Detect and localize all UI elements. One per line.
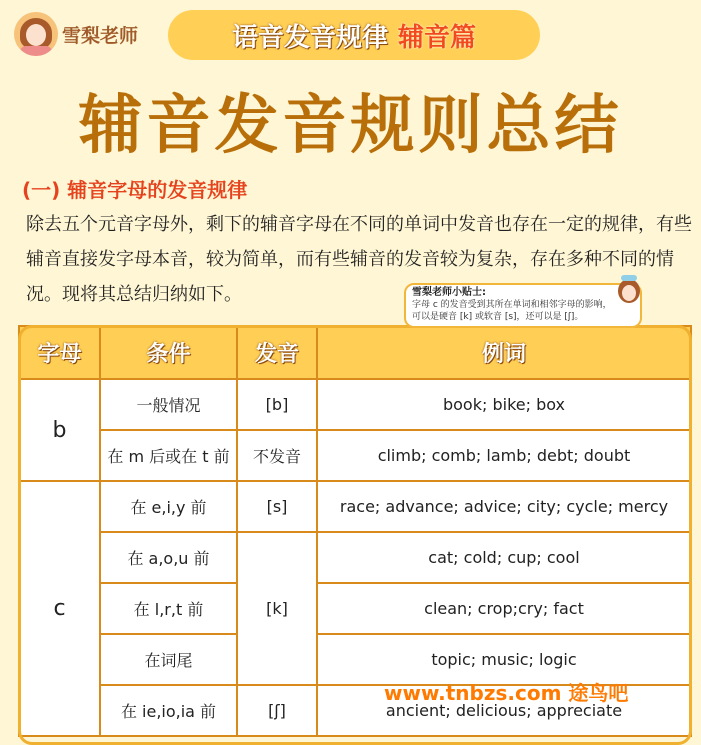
header-examples: 例词	[317, 326, 691, 379]
site-watermark: www.tnbzs.com 途鸟吧	[384, 681, 629, 705]
condition-cell: 在 l,r,t 前	[100, 583, 237, 634]
examples-cell: climb; comb; lamb; debt; doubt	[317, 430, 691, 481]
examples-cell: race; advance; advice; city; cycle; mercy	[317, 481, 691, 532]
examples-cell: ancient; delicious; appreciate	[317, 685, 691, 736]
consonant-table	[18, 325, 692, 737]
sound-cell: [ʃ]	[237, 685, 317, 736]
condition-cell: 在 a,o,u 前	[100, 532, 237, 583]
table-row	[19, 532, 691, 583]
section-heading: (一) 辅音字母的发音规律	[22, 178, 248, 202]
section-paragraph: 除去五个元音字母外，剩下的辅音字母在不同的单词中发音也存在一定的规律，有些辅音直接发字母本音，较为简单，而有些辅音的发音较为复杂，存在多种不同的情况。现将其总结归纳如下。	[26, 214, 692, 305]
examples-cell: cat; cold; cup; cool	[317, 532, 691, 583]
examples-cell: clean; crop;cry; fact	[317, 583, 691, 634]
condition-cell: 在词尾	[100, 634, 237, 685]
table-row	[19, 583, 691, 634]
banner-topic: 辅音篇	[398, 22, 477, 53]
tip-title: 雪梨老师小贴士:	[412, 287, 486, 298]
condition-cell: 在 m 后或在 t 前	[100, 430, 237, 481]
page-title: 辅音发音规则总结	[78, 89, 623, 163]
condition-cell: 在 ie,io,ia 前	[100, 685, 237, 736]
tip-box	[404, 283, 642, 328]
logo-text: 雪梨老师	[62, 24, 139, 47]
teacher-avatar	[14, 12, 58, 56]
sound-cell: 不发音	[237, 430, 317, 481]
examples-cell: book; bike; box	[317, 379, 691, 430]
table-row	[19, 379, 691, 430]
letter-cell: c	[19, 481, 100, 736]
condition-cell: 一般情况	[100, 379, 237, 430]
header-sound: 发音	[237, 326, 317, 379]
header-letter: 字母	[19, 326, 100, 379]
header-condition: 条件	[100, 326, 237, 379]
tip-text: 字母 c 的发音受到其所在单词和相邻字母的影响，可以是硬音 [k] 或软音 [s]，还可以是 [ʃ]。	[412, 300, 612, 322]
examples-cell: topic; music; logic	[317, 634, 691, 685]
table-header	[19, 326, 691, 379]
table-row	[19, 481, 691, 532]
series-banner	[168, 10, 540, 60]
letter-cell: b	[19, 379, 100, 481]
sound-cell: [b]	[237, 379, 317, 430]
table-row	[19, 430, 691, 481]
condition-cell: 在 e,i,y 前	[100, 481, 237, 532]
sound-cell: [s]	[237, 481, 317, 532]
sound-cell: [k]	[237, 532, 317, 685]
logo	[14, 12, 138, 56]
banner-series: 语音发音规律	[231, 22, 388, 53]
teacher-avatar-small	[616, 275, 642, 311]
